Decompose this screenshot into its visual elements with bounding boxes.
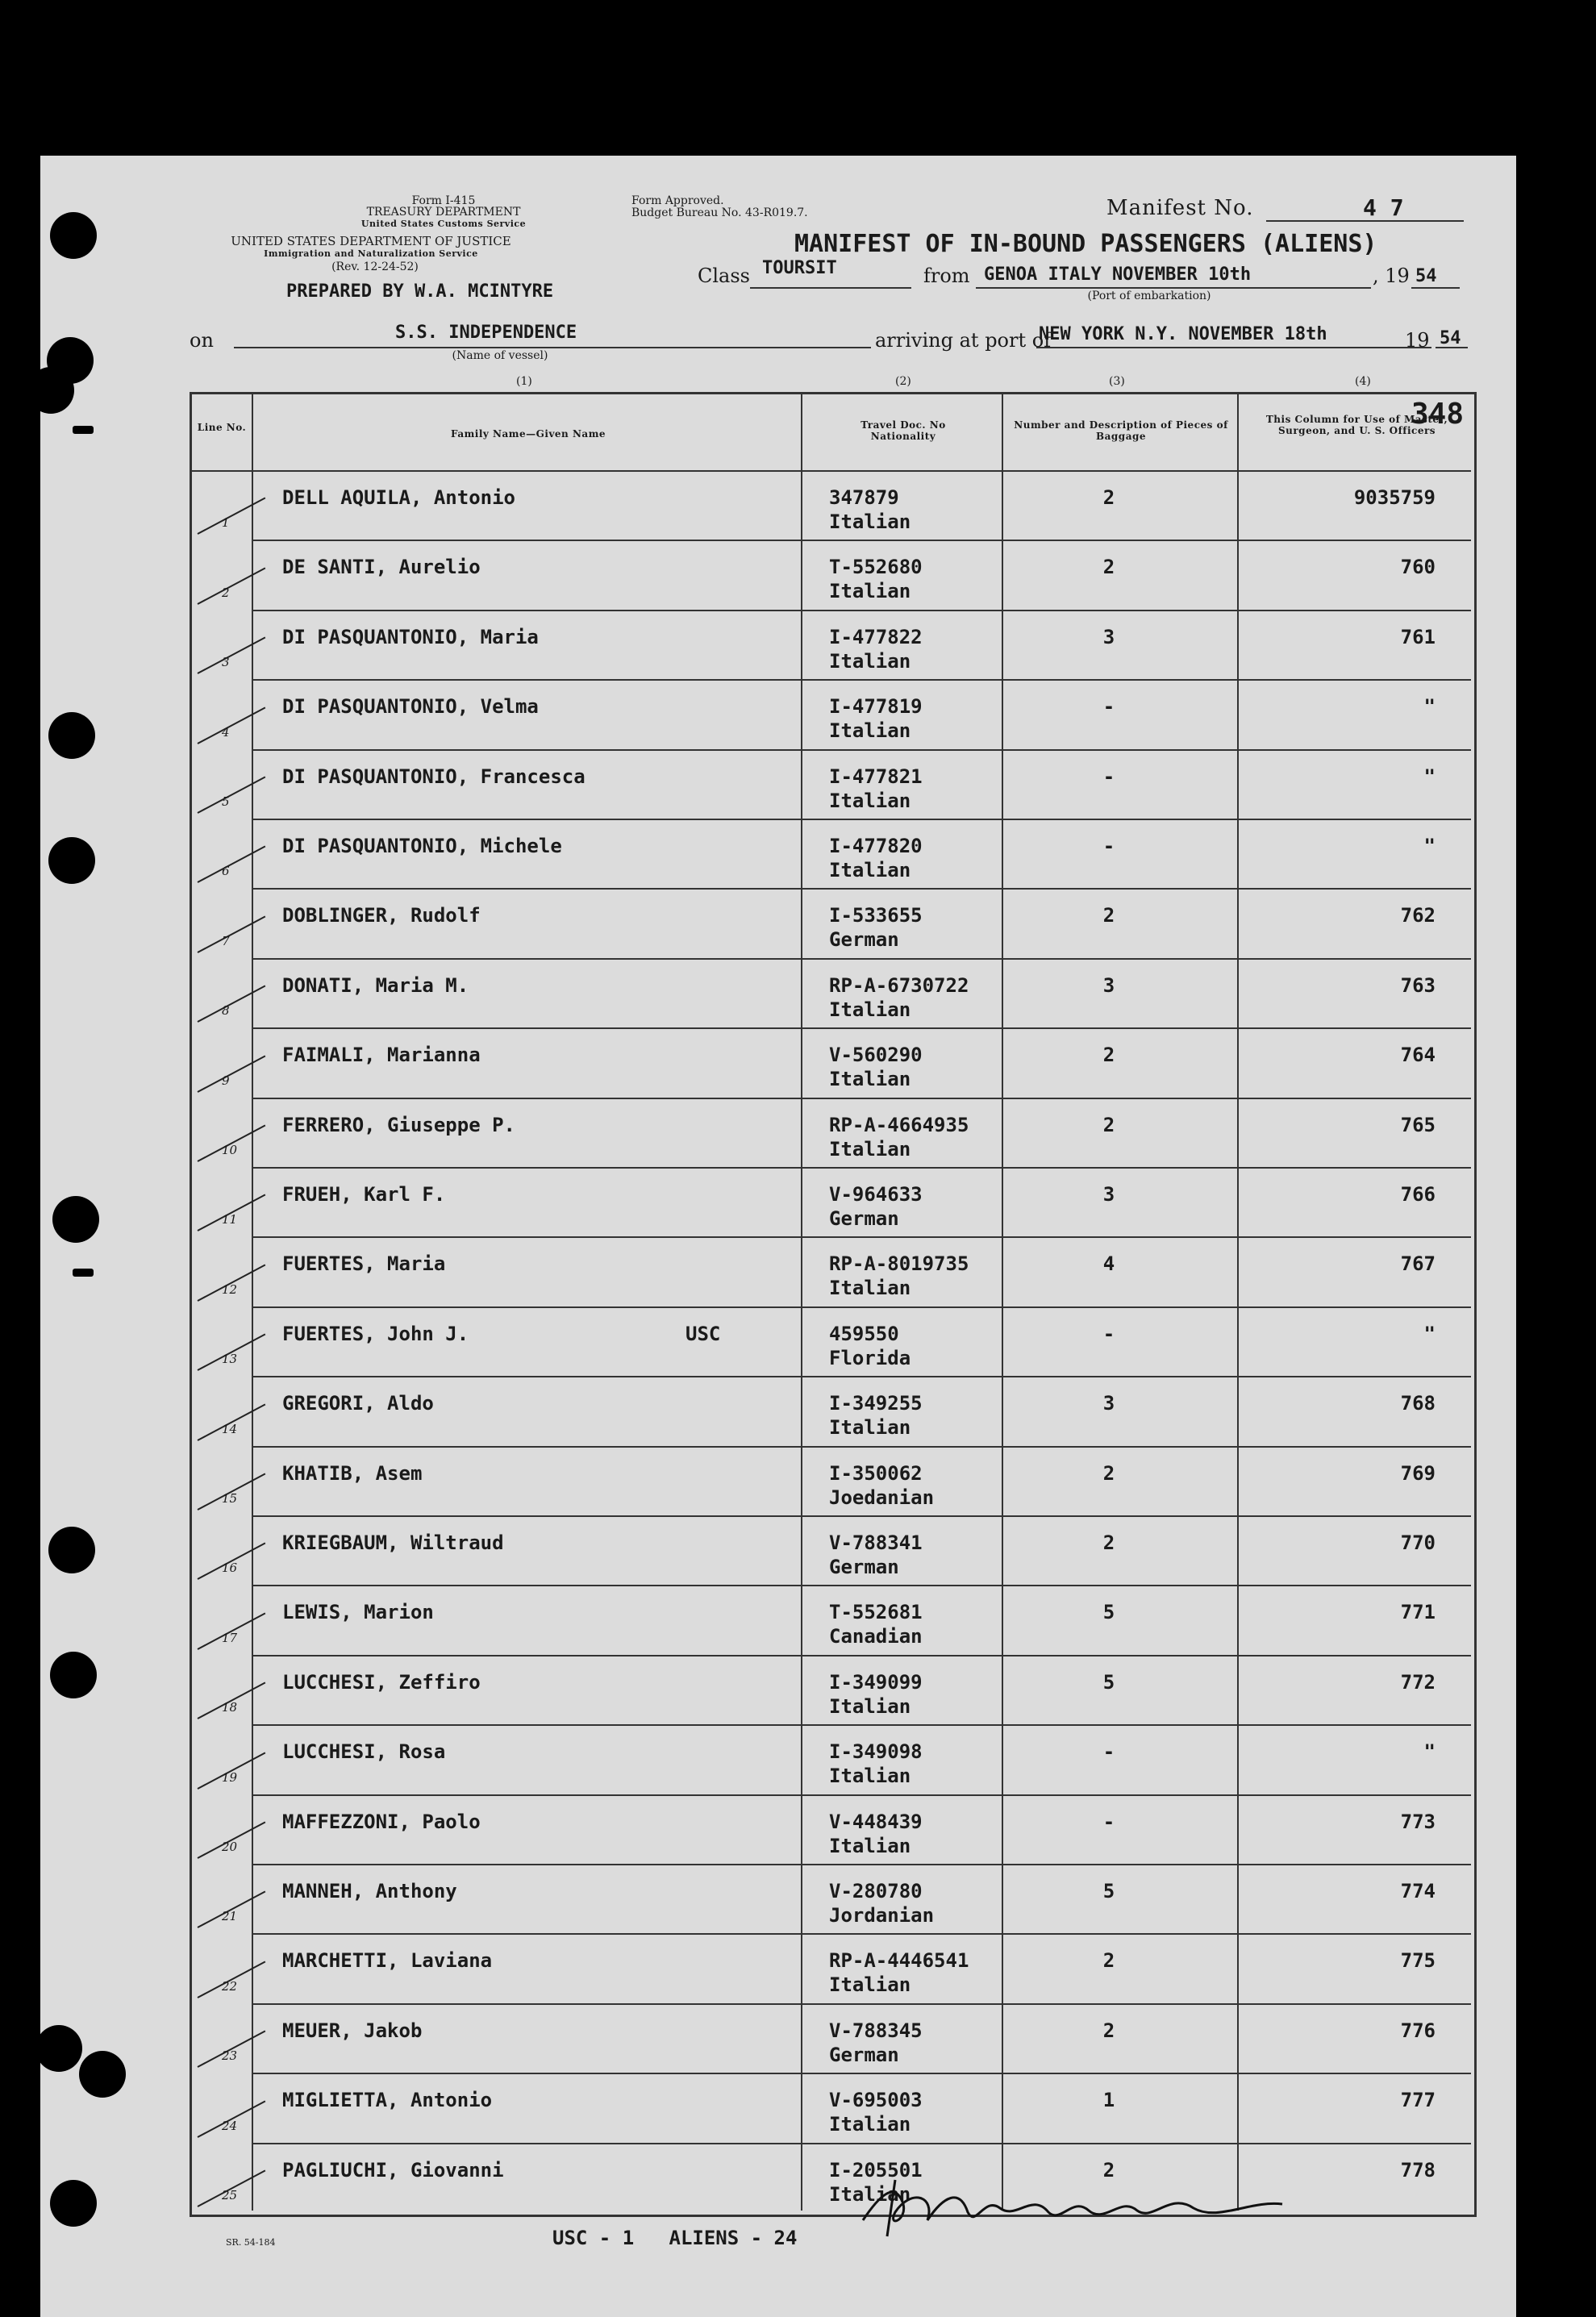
nationality: Italian	[829, 649, 911, 673]
punch-hole	[27, 367, 74, 414]
passenger-name: FUERTES, Maria	[282, 1252, 446, 1276]
col-divider	[801, 394, 802, 2211]
dept-justice: UNITED STATES DEPARTMENT OF JUSTICE	[231, 234, 511, 248]
row-divider	[252, 2073, 1471, 2074]
passenger-name: DI PASQUANTONIO, Velma	[282, 695, 539, 719]
punch-hole	[48, 837, 95, 884]
row-divider	[252, 2003, 1471, 2005]
footer-totals: USC - 1 ALIENS - 24	[552, 2227, 798, 2249]
officer-number: 766	[1400, 1183, 1436, 1206]
baggage-count: 3	[1102, 625, 1115, 648]
baggage-count: -	[1102, 1322, 1115, 1345]
baggage-count: 2	[1102, 1044, 1115, 1067]
row-divider	[252, 1446, 1471, 1448]
row-divider	[252, 819, 1471, 820]
baggage-count: 5	[1102, 1670, 1115, 1694]
line-number: 18	[222, 1700, 238, 1715]
travel-doc-number: RP-A-4664935	[829, 1113, 969, 1136]
travel-doc-number: I-205501	[829, 2158, 923, 2182]
travel-doc-number: I-349098	[829, 1740, 923, 1764]
footer-form-code: SR. 54-184	[226, 2237, 276, 2248]
row-divider	[252, 540, 1471, 541]
nationality: German	[829, 2043, 899, 2066]
baggage-count: 2	[1102, 2158, 1115, 2182]
nationality: Italian	[829, 1416, 911, 1440]
punch-hole	[48, 1527, 95, 1573]
year-label-2: 19	[1405, 329, 1430, 352]
line-number: 8	[222, 1003, 230, 1019]
officer-number: 776	[1400, 2019, 1436, 2042]
row-divider	[252, 1167, 1471, 1169]
row-divider	[252, 749, 1471, 751]
travel-doc-number: V-448439	[829, 1810, 923, 1833]
col-num-1: (1)	[516, 375, 532, 388]
officer-signature	[847, 2164, 1347, 2244]
passenger-name: MIGLIETTA, Antonio	[282, 2089, 493, 2112]
on-label: on	[190, 329, 214, 352]
nationality: Florida	[829, 1346, 911, 1369]
class-label: Class	[698, 265, 750, 287]
line-number: 2	[222, 585, 230, 600]
nationality: Joedanian	[829, 1486, 935, 1509]
officer-number: "	[1423, 835, 1436, 857]
officer-number: 9035759	[1353, 486, 1436, 509]
nationality: German	[829, 1556, 899, 1578]
passenger-name: MARCHETTI, Laviana	[282, 1949, 493, 1973]
travel-doc-number: V-280780	[829, 1880, 923, 1902]
nationality: Italian	[829, 2113, 911, 2136]
baggage-count: 2	[1102, 904, 1115, 927]
travel-doc-number: 347879	[829, 486, 899, 509]
passenger-name: FAIMALI, Marianna	[282, 1044, 481, 1067]
passenger-name: DONATI, Maria M.	[282, 973, 469, 997]
nationality: Italian	[829, 1694, 911, 1718]
officer-number: 769	[1400, 1461, 1436, 1485]
line-number: 22	[222, 1978, 238, 1994]
row-divider	[252, 2143, 1471, 2144]
travel-doc-number: V-695003	[829, 2089, 923, 2112]
officer-number: 764	[1400, 1044, 1436, 1067]
line-number: 4	[222, 724, 230, 740]
passenger-name: LUCCHESI, Rosa	[282, 1740, 446, 1764]
col-num-4: (4)	[1355, 375, 1371, 388]
officer-number: "	[1423, 1740, 1436, 1764]
passenger-name: FERRERO, Giuseppe P.	[282, 1113, 515, 1136]
passenger-name: GREGORI, Aldo	[282, 1392, 434, 1415]
row-divider	[252, 1515, 1471, 1517]
year-value-2: 54	[1440, 328, 1461, 348]
year-label-1: , 19	[1373, 265, 1410, 287]
officer-number: 763	[1400, 973, 1436, 997]
header-officers: This Column for Use of Master, Surgeon, and U. S. Officers	[1265, 414, 1448, 436]
line-number: 12	[222, 1281, 238, 1297]
line-number: 20	[222, 1840, 238, 1854]
line-number: 25	[222, 2188, 238, 2202]
dept-treasury: TREASURY DEPARTMENT	[366, 206, 521, 219]
row-divider	[252, 1027, 1471, 1029]
passenger-name: MAFFEZZONI, Paolo	[282, 1810, 481, 1833]
vessel-caption: (Name of vessel)	[452, 349, 548, 362]
line-number: 11	[222, 1212, 238, 1227]
travel-doc-number: I-349255	[829, 1392, 923, 1415]
punch-mark	[73, 426, 94, 434]
line-number: 9	[222, 1073, 230, 1088]
baggage-count: 2	[1102, 486, 1115, 509]
page-stamp: 348	[1411, 398, 1465, 431]
punch-mark	[73, 1269, 94, 1277]
baggage-count: 5	[1102, 1601, 1115, 1624]
passenger-name: LUCCHESI, Zeffiro	[282, 1670, 481, 1694]
punch-hole	[35, 2025, 82, 2072]
passenger-name: KHATIB, Asem	[282, 1461, 423, 1485]
row-divider	[252, 1376, 1471, 1377]
line-number: 13	[222, 1352, 238, 1367]
punch-hole	[50, 1652, 97, 1698]
travel-doc-number: RP-A-4446541	[829, 1949, 969, 1973]
travel-doc-number: I-533655	[829, 904, 923, 927]
nationality: Jordanian	[829, 1904, 935, 1927]
baggage-count: 3	[1102, 1183, 1115, 1206]
officer-number: "	[1423, 695, 1436, 719]
row-divider	[252, 1655, 1471, 1656]
passenger-name: MANNEH, Anthony	[282, 1880, 457, 1902]
baggage-count: -	[1102, 1810, 1115, 1833]
line-number: 23	[222, 2048, 238, 2064]
travel-doc-number: I-477821	[829, 765, 923, 788]
officer-number: 773	[1400, 1810, 1436, 1833]
officer-number: 770	[1400, 1531, 1436, 1554]
baggage-count: -	[1102, 765, 1115, 788]
travel-doc-number: V-964633	[829, 1183, 923, 1206]
passenger-name: PAGLIUCHI, Giovanni	[282, 2158, 504, 2182]
baggage-count: 2	[1102, 2019, 1115, 2042]
header-line-no: Line No.	[197, 422, 247, 433]
officer-number: 777	[1400, 2089, 1436, 2112]
class-value: TOURSIT	[762, 258, 837, 278]
nationality: Italian	[829, 719, 911, 743]
row-divider	[252, 1794, 1471, 1796]
row-divider	[252, 958, 1471, 960]
manifest-page	[40, 156, 1516, 2317]
passenger-name: DELL AQUILA, Antonio	[282, 486, 515, 509]
budget-bureau: Budget Bureau No. 43-R019.7.	[631, 206, 808, 219]
line-number: 15	[222, 1491, 238, 1506]
passenger-name: DI PASQUANTONIO, Francesca	[282, 765, 585, 788]
punch-hole	[48, 712, 95, 759]
from-underline	[976, 287, 1371, 289]
line-number: 17	[222, 1630, 238, 1645]
nationality: Canadian	[829, 1625, 923, 1648]
baggage-count: -	[1102, 1740, 1115, 1764]
travel-doc-number: RP-A-8019735	[829, 1252, 969, 1276]
officer-number: 771	[1400, 1601, 1436, 1624]
nationality: German	[829, 928, 899, 952]
header-travel-doc: Travel Doc. No Nationality	[861, 419, 946, 442]
passenger-name: FUERTES, John J.	[282, 1322, 469, 1345]
nationality: Italian	[829, 1277, 911, 1300]
revision: (Rev. 12-24-52)	[331, 260, 419, 273]
baggage-count: -	[1102, 835, 1115, 857]
arriving-label: arriving at port of	[875, 329, 1052, 352]
officer-number: 767	[1400, 1252, 1436, 1276]
travel-doc-number: I-477822	[829, 625, 923, 648]
col-divider	[1237, 394, 1239, 2211]
nationality: Italian	[829, 998, 911, 1021]
officer-number: 761	[1400, 625, 1436, 648]
nationality: Italian	[829, 859, 911, 881]
col-divider	[252, 394, 253, 2211]
header-divider	[192, 470, 1471, 472]
officer-number: 765	[1400, 1113, 1436, 1136]
nationality: Italian	[829, 1834, 911, 1857]
travel-doc-number: T-552680	[829, 556, 923, 579]
row-divider	[252, 1585, 1471, 1586]
nationality: German	[829, 1207, 899, 1230]
officer-number: 775	[1400, 1949, 1436, 1973]
baggage-count: 2	[1102, 1461, 1115, 1485]
passenger-name: LEWIS, Marion	[282, 1601, 434, 1624]
nationality: Italian	[829, 1137, 911, 1161]
officer-number: "	[1423, 1322, 1436, 1345]
travel-doc-number: V-788341	[829, 1531, 923, 1554]
passenger-name: DI PASQUANTONIO, Michele	[282, 835, 562, 857]
passenger-name: KRIEGBAUM, Wiltraud	[282, 1531, 504, 1554]
baggage-count: 1	[1102, 2089, 1115, 2112]
punch-hole	[52, 1196, 99, 1243]
header-baggage: Number and Description of Pieces of Baggage	[1014, 419, 1228, 442]
travel-doc-number: T-552681	[829, 1601, 923, 1624]
officer-number: 760	[1400, 556, 1436, 579]
nationality: Italian	[829, 1068, 911, 1091]
line-number: 16	[222, 1561, 238, 1576]
col-divider	[1002, 394, 1003, 2211]
nationality: Italian	[829, 2182, 911, 2206]
passenger-name: FRUEH, Karl F.	[282, 1183, 446, 1206]
row-divider	[252, 1098, 1471, 1099]
class-underline	[750, 287, 911, 289]
punch-hole	[50, 212, 97, 259]
nationality: Italian	[829, 789, 911, 812]
passenger-name: DE SANTI, Aurelio	[282, 556, 481, 579]
prepared-by: PREPARED BY W.A. MCINTYRE	[286, 281, 554, 302]
travel-doc-number: 459550	[829, 1322, 899, 1345]
line-number: 5	[222, 794, 230, 809]
from-label: from	[923, 265, 970, 287]
col-num-3: (3)	[1109, 375, 1125, 388]
officer-number: "	[1423, 765, 1436, 788]
row-divider	[252, 1933, 1471, 1935]
nationality: Italian	[829, 580, 911, 603]
officer-number: 772	[1400, 1670, 1436, 1694]
baggage-count: 2	[1102, 1949, 1115, 1973]
baggage-count: 4	[1102, 1252, 1115, 1276]
officer-number: 762	[1400, 904, 1436, 927]
from-value: GENOA ITALY NOVEMBER 10th	[984, 265, 1252, 285]
row-divider	[252, 1236, 1471, 1238]
form-id: Form I-415	[411, 194, 476, 207]
year-underline-1	[1411, 287, 1460, 289]
document-title: MANIFEST OF IN-BOUND PASSENGERS (ALIENS)	[794, 230, 1377, 258]
baggage-count: 2	[1102, 556, 1115, 579]
passenger-name: MEUER, Jakob	[282, 2019, 423, 2042]
citizenship-note: USC	[685, 1322, 721, 1345]
nationality: Italian	[829, 1765, 911, 1788]
baggage-count: 3	[1102, 1392, 1115, 1415]
line-number: 14	[222, 1421, 238, 1436]
row-divider	[252, 610, 1471, 611]
passenger-name: DI PASQUANTONIO, Maria	[282, 625, 539, 648]
nationality: Italian	[829, 1973, 911, 1997]
line-number: 19	[222, 1769, 238, 1785]
line-number: 7	[222, 933, 230, 948]
passenger-name: DOBLINGER, Rudolf	[282, 904, 481, 927]
nationality: Italian	[829, 510, 911, 533]
manifest-label: Manifest No.	[1106, 196, 1254, 220]
baggage-count: 2	[1102, 1113, 1115, 1136]
baggage-count: 3	[1102, 973, 1115, 997]
dept-treasury-sub: United States Customs Service	[360, 219, 527, 229]
vessel-name: S.S. INDEPENDENCE	[395, 323, 577, 343]
form-approved: Form Approved.	[631, 194, 724, 207]
travel-doc-number: I-350062	[829, 1461, 923, 1485]
manifest-number: 4 7	[1363, 194, 1404, 221]
year-value-1: 54	[1415, 266, 1437, 286]
header-name: Family Name—Given Name	[450, 428, 606, 440]
arriving-underline	[1036, 347, 1431, 348]
dept-justice-sub: Immigration and Naturalization Service	[264, 248, 478, 259]
row-divider	[252, 1306, 1471, 1308]
officer-number: 778	[1400, 2158, 1436, 2182]
line-number: 1	[222, 515, 230, 531]
baggage-count: 2	[1102, 1531, 1115, 1554]
col-num-2: (2)	[895, 375, 911, 388]
baggage-count: -	[1102, 695, 1115, 719]
baggage-count: 5	[1102, 1880, 1115, 1902]
vessel-underline	[234, 347, 871, 348]
line-number: 10	[222, 1143, 238, 1157]
travel-doc-number: I-477819	[829, 695, 923, 719]
line-number: 3	[222, 655, 230, 670]
year-underline-2	[1436, 347, 1468, 348]
officer-number: 768	[1400, 1392, 1436, 1415]
travel-doc-number: V-560290	[829, 1044, 923, 1067]
travel-doc-number: RP-A-6730722	[829, 973, 969, 997]
travel-doc-number: V-788345	[829, 2019, 923, 2042]
line-number: 21	[222, 1909, 238, 1924]
row-divider	[252, 1724, 1471, 1726]
row-divider	[252, 1864, 1471, 1865]
punch-hole	[50, 2180, 97, 2227]
line-number: 6	[222, 864, 230, 879]
arriving-port: NEW YORK N.Y. NOVEMBER 18th	[1039, 324, 1327, 344]
row-divider	[252, 679, 1471, 681]
port-embarkation-caption: (Port of embarkation)	[1087, 290, 1211, 302]
travel-doc-number: I-477820	[829, 835, 923, 857]
row-divider	[252, 888, 1471, 890]
officer-number: 774	[1400, 1880, 1436, 1902]
travel-doc-number: I-349099	[829, 1670, 923, 1694]
line-number: 24	[222, 2118, 238, 2133]
punch-hole	[79, 2051, 126, 2098]
